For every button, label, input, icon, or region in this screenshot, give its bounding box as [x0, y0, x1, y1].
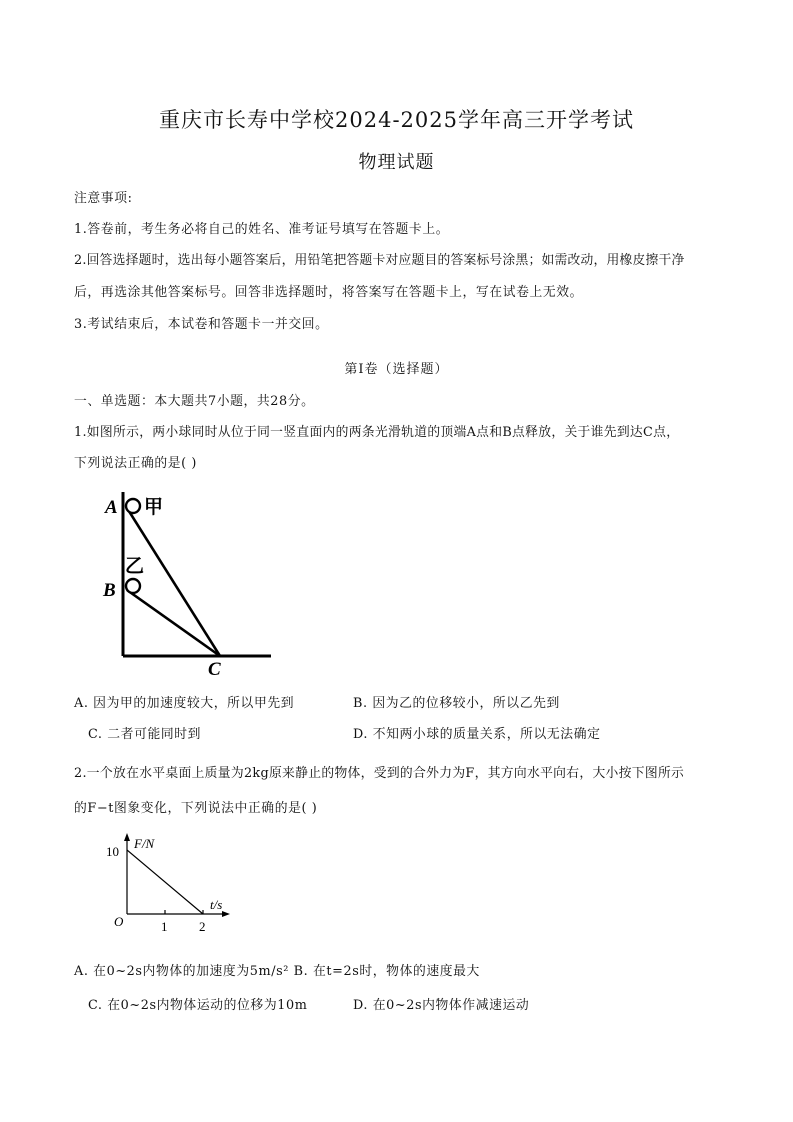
ball-yi	[126, 579, 140, 593]
track-b-c	[127, 590, 220, 656]
exam-subtitle: 物理试题	[358, 152, 435, 173]
notes-heading: 注意事项:	[74, 191, 133, 206]
track-a-c	[127, 508, 220, 656]
y-tick-10: 10	[106, 844, 119, 859]
point-c-label: C	[208, 659, 221, 680]
q2-stem-line-1: 2.一个放在水平桌面上质量为2kg原来静止的物体，受到的合外力为F，其方向水平向右，大小按下图所示	[74, 766, 685, 781]
ball-jia	[126, 499, 140, 513]
y-axis-arrow	[124, 833, 130, 841]
point-a-label: A	[105, 497, 118, 518]
q2-stem-line-2: 的F−t图象变化，下列说法中正确的是( )	[74, 801, 318, 816]
point-b-label: B	[103, 580, 116, 601]
q1-option-d: D. 不知两小球的质量关系，所以无法确定	[353, 727, 601, 742]
q1-track-figure	[95, 482, 285, 682]
q1-stem-line-1: 1.如图所示，两小球同时从位于同一竖直面内的两条光滑轨道的顶端A点和B点释放，关于谁先到达C点，	[74, 425, 680, 440]
q1-option-b: B. 因为乙的位移较小，所以乙先到	[353, 696, 560, 711]
q1-stem-line-2: 下列说法正确的是( )	[74, 456, 198, 471]
q2-option-a-b: A. 在0~2s内物体的加速度为5m/s² B. 在t=2s时，物体的速度最大	[74, 964, 480, 979]
section-title: 第I卷（选择题）	[344, 362, 449, 377]
notes-item-3: 3.考试结束后，本试卷和答题卡一并交回。	[74, 317, 329, 332]
q1-option-c: C. 二者可能同时到	[88, 727, 202, 742]
notes-item-1: 1.答卷前，考生务必将自己的姓名、准考证号填写在答题卡上。	[74, 222, 450, 237]
y-axis-label: F/N	[134, 836, 155, 851]
notes-item-2-line-2: 后，再选涂其他答案标号。回答非选择题时，将答案写在答题卡上，写在试卷上无效。	[74, 285, 584, 300]
part-one-heading: 一、单选题：本大题共7小题，共28分。	[74, 394, 315, 409]
q2-option-c: C. 在0~2s内物体运动的位移为10m	[88, 998, 308, 1013]
notes-item-2-line-1: 2.回答选择题时，选出每小题答案后，用铅笔把答题卡对应题目的答案标号涂黑；如需改动，用橡皮擦干净	[74, 253, 685, 268]
q2-option-d: D. 在0~2s内物体作减速运动	[353, 998, 530, 1013]
x-axis-arrow	[222, 911, 230, 917]
x-tick-1: 1	[161, 919, 168, 934]
ball-jia-label: 甲	[144, 496, 164, 518]
x-tick-2: 2	[199, 919, 206, 934]
force-line	[127, 850, 203, 914]
exam-title: 重庆市长寿中学校2024-2025学年高三开学考试	[159, 108, 634, 132]
x-axis-label: t/s	[210, 897, 223, 912]
origin-label: O	[114, 914, 124, 929]
q1-option-a: A. 因为甲的加速度较大，所以甲先到	[74, 696, 295, 711]
q2-force-time-graph	[100, 830, 240, 940]
ball-yi-label: 乙	[125, 555, 145, 577]
